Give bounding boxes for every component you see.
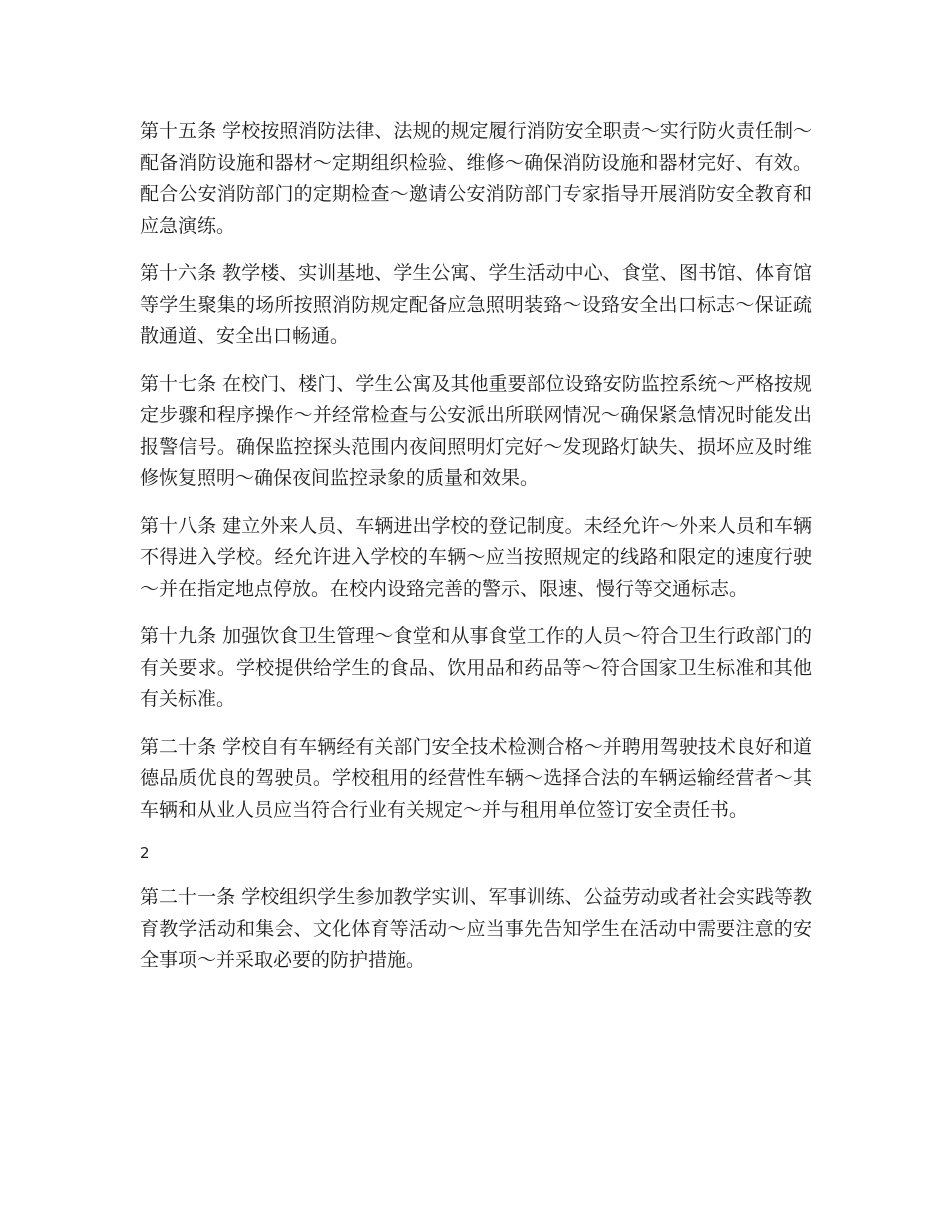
document-body [140,116,812,993]
article-16: 第十六条 教学楼、实训基地、学生公寓、学生活动中心、食堂、图书馆、体育馆等学生聚集的场所按照消防规定配备应急照明装臵～设臵安全出口标志～保证疏散通道、安全出口畅通。 [140,262,812,347]
article-19: 第十九条 加强饮食卫生管理～食堂和从事食堂工作的人员～符合卫生行政部门的有关要求。学校提供给学生的食品、饮用品和药品等～符合国家卫生标准和其他有关标准。 [140,625,812,710]
article-15: 第十五条 学校按照消防法律、法规的规定履行消防安全职责～实行防火责任制～配备消防设施和器材～定期组织检验、维修～确保消防设施和器材完好、有效。配合公安消防部门的定期检查～邀请公安消防部门专家指导开展消防安全教育和应急演练。 [140,120,812,237]
article-18: 第十八条 建立外来人员、车辆进出学校的登记制度。未经允许～外来人员和车辆不得进入学校。经允许进入学校的车辆～应当按照规定的线路和限定的速度行驶～并在指定地点停放。在校内设臵完善的警示、限速、慢行等交通标志。 [140,514,812,600]
page-number: 2 [140,844,150,862]
article-17: 第十七条 在校门、楼门、学生公寓及其他重要部位设臵安防监控系统～严格按规定步骤和程序操作～并经常检查与公安派出所联网情况～确保紧急情况时能发出报警信号。确保监控探头范围内夜间照明灯完好～发现路灯缺失、损坏应及时维修恢复照明～确保夜间监控录象的质量和效果。 [140,372,812,489]
article-21: 第二十一条 学校组织学生参加教学实训、军事训练、公益劳动或者社会实践等教育教学活动和集会、文化体育等活动～应当事先告知学生在活动中需要注意的安全事项～并采取必要的防护措施。 [140,886,812,971]
article-20: 第二十条 学校自有车辆经有关部门安全技术检测合格～并聘用驾驶技术良好和道德品质优良的驾驶员。学校租用的经营性车辆～选择合法的车辆运输经营者～其车辆和从业人员应当符合行业有关规定～并与租用单位签订安全责任书。 [140,735,812,821]
